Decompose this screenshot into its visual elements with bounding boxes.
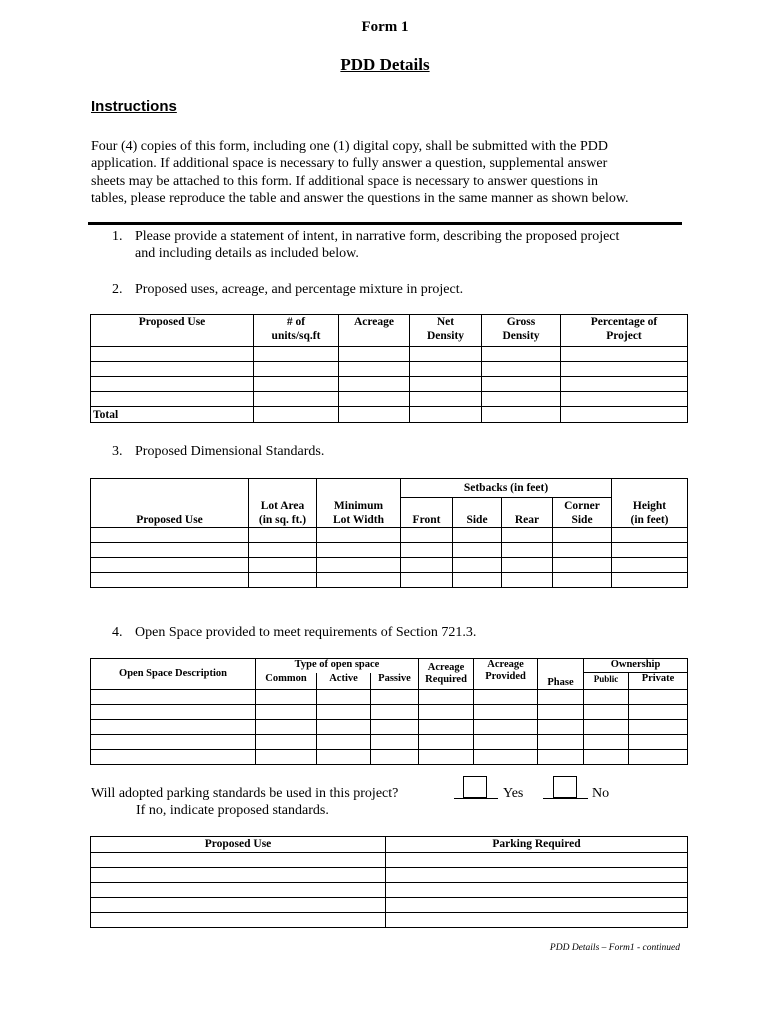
col-header-corner-side: Corner Side [553, 498, 612, 528]
table-row [91, 528, 688, 543]
col-header-front: Front [401, 498, 453, 528]
question-text: Proposed uses, acreage, and percentage mixture in project. [135, 282, 464, 297]
table-row [91, 573, 688, 588]
no-checkbox[interactable] [553, 776, 577, 798]
total-label: Total [91, 407, 254, 423]
col-header-acreage: Acreage [339, 315, 410, 347]
col-header-active: Active [317, 673, 371, 690]
table-row [91, 720, 688, 735]
page-footer: PDD Details – Form1 - continued [549, 943, 680, 953]
col-header-net-density: Net Density [410, 315, 482, 347]
table-row [91, 377, 688, 392]
parking-followup: If no, indicate proposed standards. [136, 803, 329, 818]
col-header-parking-required: Parking Required [386, 837, 688, 853]
instructions-line: Four (4) copies of this form, including one (1) digital copy, shall be submitted with the PDD [91, 139, 609, 154]
instructions-body [91, 138, 691, 207]
proposed-uses-table [90, 314, 688, 423]
instructions-line: application. If additional space is necessary to fully answer a question, supplemental answer [91, 156, 608, 172]
form-number: Form 1 [361, 19, 409, 35]
col-header-height: Height (in feet) [612, 479, 688, 528]
instructions-line: sheets may be attached to this form. If additional space is necessary to answer questions in [91, 173, 598, 189]
col-header-proposed-use: Proposed Use [91, 315, 254, 347]
table-header-row [91, 315, 688, 347]
table-row [91, 362, 688, 377]
question-number: 1. [112, 229, 123, 244]
col-header-phase: Phase [538, 659, 584, 690]
col-header-min-lot-width: Minimum Lot Width [317, 479, 401, 528]
table-row [91, 392, 688, 407]
type-of-open-space-header: Type of open space [256, 659, 419, 673]
ownership-header: Ownership [584, 659, 688, 673]
table-row [91, 913, 688, 928]
parking-table [90, 836, 688, 928]
section-divider [88, 222, 682, 225]
yes-underline [454, 798, 498, 799]
no-underline [543, 798, 588, 799]
yes-checkbox[interactable] [463, 776, 487, 798]
col-header-description: Open Space Description [91, 659, 256, 690]
table-row [91, 750, 688, 765]
table-row [91, 690, 688, 705]
open-space-table [90, 658, 688, 765]
table-row [91, 853, 688, 868]
question-text: Please provide a statement of intent, in narrative form, describing the proposed project [135, 229, 620, 244]
col-header-passive: Passive [371, 673, 419, 690]
instructions-heading: Instructions [91, 98, 177, 115]
col-header-public: Public [584, 673, 629, 690]
col-header-common: Common [256, 673, 317, 690]
no-label: No [592, 786, 610, 801]
dimensional-standards-table [90, 478, 688, 588]
col-header-units: # of units/sq.ft [254, 315, 339, 347]
question-text: Proposed Dimensional Standards. [135, 444, 325, 459]
question-number: 2. [112, 282, 123, 297]
col-header-side: Side [453, 498, 502, 528]
table-row [91, 883, 688, 898]
col-header-percentage: Percentage of Project [561, 315, 688, 347]
col-header-acreage-required: Acreage Required [419, 659, 474, 690]
table-row [91, 735, 688, 750]
total-row [91, 407, 688, 423]
yes-label: Yes [503, 786, 524, 801]
col-header-proposed-use: Proposed Use [91, 837, 386, 853]
question-text: and including details as included below. [135, 246, 359, 262]
setbacks-header: Setbacks (in feet) [401, 479, 612, 498]
col-header-acreage-provided: Acreage Provided [474, 659, 538, 690]
table-row [91, 705, 688, 720]
table-row [91, 868, 688, 883]
col-header-gross-density: Gross Density [482, 315, 561, 347]
page-title: PDD Details [340, 55, 430, 74]
col-header-proposed-use: Proposed Use [91, 479, 249, 528]
question-number: 3. [112, 444, 123, 459]
question-number: 4. [112, 625, 123, 640]
question-text: Open Space provided to meet requirements of Section 721.3. [135, 625, 477, 640]
table-row [91, 898, 688, 913]
table-row [91, 543, 688, 558]
col-header-rear: Rear [502, 498, 553, 528]
col-header-lot-area: Lot Area (in sq. ft.) [249, 479, 317, 528]
instructions-line: tables, please reproduce the table and answer the questions in the same manner as shown below. [91, 190, 629, 206]
parking-question: Will adopted parking standards be used in this project? [91, 786, 399, 801]
table-row [91, 347, 688, 362]
col-header-private: Private [629, 673, 688, 690]
table-row [91, 558, 688, 573]
